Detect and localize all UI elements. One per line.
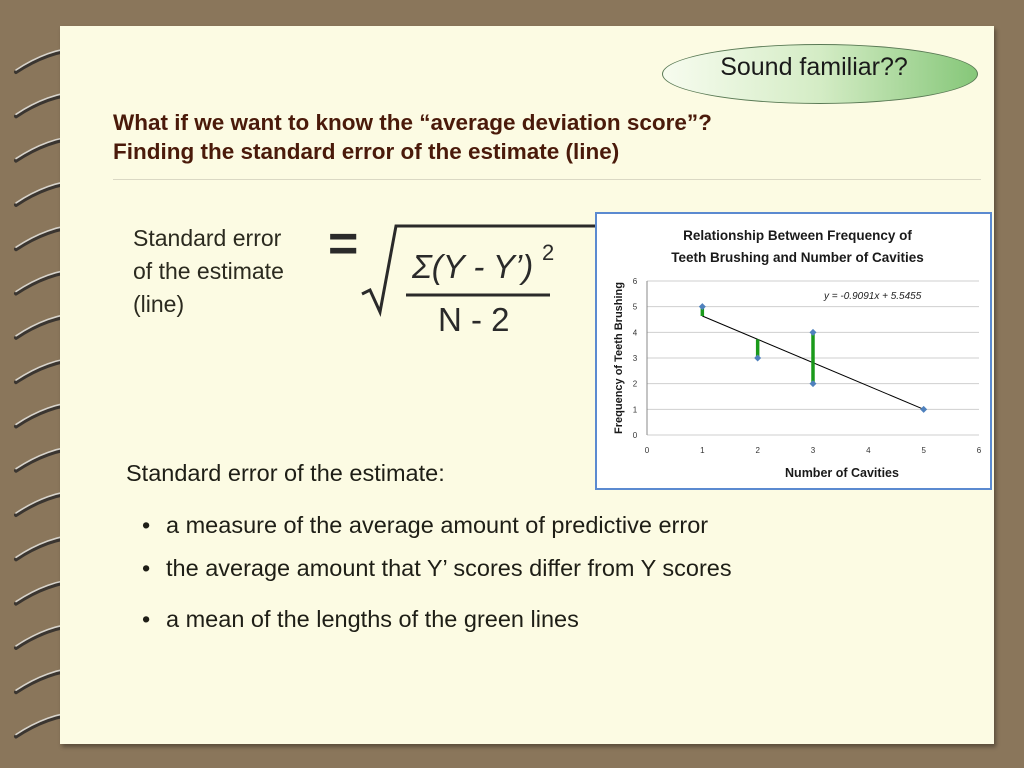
bullet-dot: • [142,512,151,538]
formula-numerator: Σ(Y - Y’) [412,248,534,285]
bullet-dot: • [142,606,151,632]
data-point [699,303,706,310]
formula-label [133,222,333,321]
title-line-1: What if we want to know the “average deviation score”? [113,110,712,135]
bullet-text: the average amount that Y’ scores differ from Y scores [166,555,732,581]
x-axis-label: Number of Cavities [785,466,899,480]
scatter-chart [597,214,990,488]
y-tick-label: 3 [632,354,638,363]
bullet-text: a mean of the lengths of the green lines [166,606,579,632]
bullet-text: a measure of the average amount of predictive error [166,512,709,538]
formula-denominator: N - 2 [438,301,510,338]
data-point [810,329,817,336]
y-tick-label: 4 [632,328,638,338]
callout-text: Sound familiar?? [720,52,908,81]
title-divider [113,179,981,180]
standard-error-formula [320,216,595,346]
y-tick-label: 5 [632,302,638,312]
x-tick-label: 2 [755,446,760,455]
scatter-chart-frame [595,212,992,490]
chart-title-line: Teeth Brushing and Number of Cavities [671,250,924,265]
slide-title [113,108,913,166]
bullet-dot: • [142,555,151,581]
x-tick-label: 1 [700,446,705,455]
y-tick-label: 2 [632,379,638,389]
y-tick-label: 1 [632,405,638,415]
bullet-item [142,606,579,633]
x-tick-label: 3 [810,446,816,455]
equals-sign: = [328,216,359,273]
formula-label-line-1: Standard error [133,225,282,251]
formula-exponent: 2 [542,240,555,265]
x-tick-label: 6 [976,446,982,455]
data-point [810,380,817,387]
x-tick-label: 4 [866,446,871,455]
regression-equation: y = -0.9091x + 5.5455 [824,291,922,302]
title-line-2: Finding the standard error of the estimate (line) [113,139,620,164]
formula-label-line-2: of the estimate [133,258,284,284]
bullet-item [142,555,732,582]
y-axis-label: Frequency of Teeth Brushing [613,282,625,434]
y-tick-label: 0 [632,431,638,440]
y-tick-label: 6 [632,277,638,286]
section-heading: Standard error of the estimate: [126,460,445,486]
data-point [754,355,761,362]
chart-title-line: Relationship Between Frequency of [683,228,912,243]
x-tick-label: 5 [921,446,926,455]
formula-label-line-3: (line) [133,291,185,317]
callout-bubble [662,44,978,104]
x-tick-label: 0 [644,446,650,455]
data-point [920,406,927,413]
bullet-item [142,512,708,539]
